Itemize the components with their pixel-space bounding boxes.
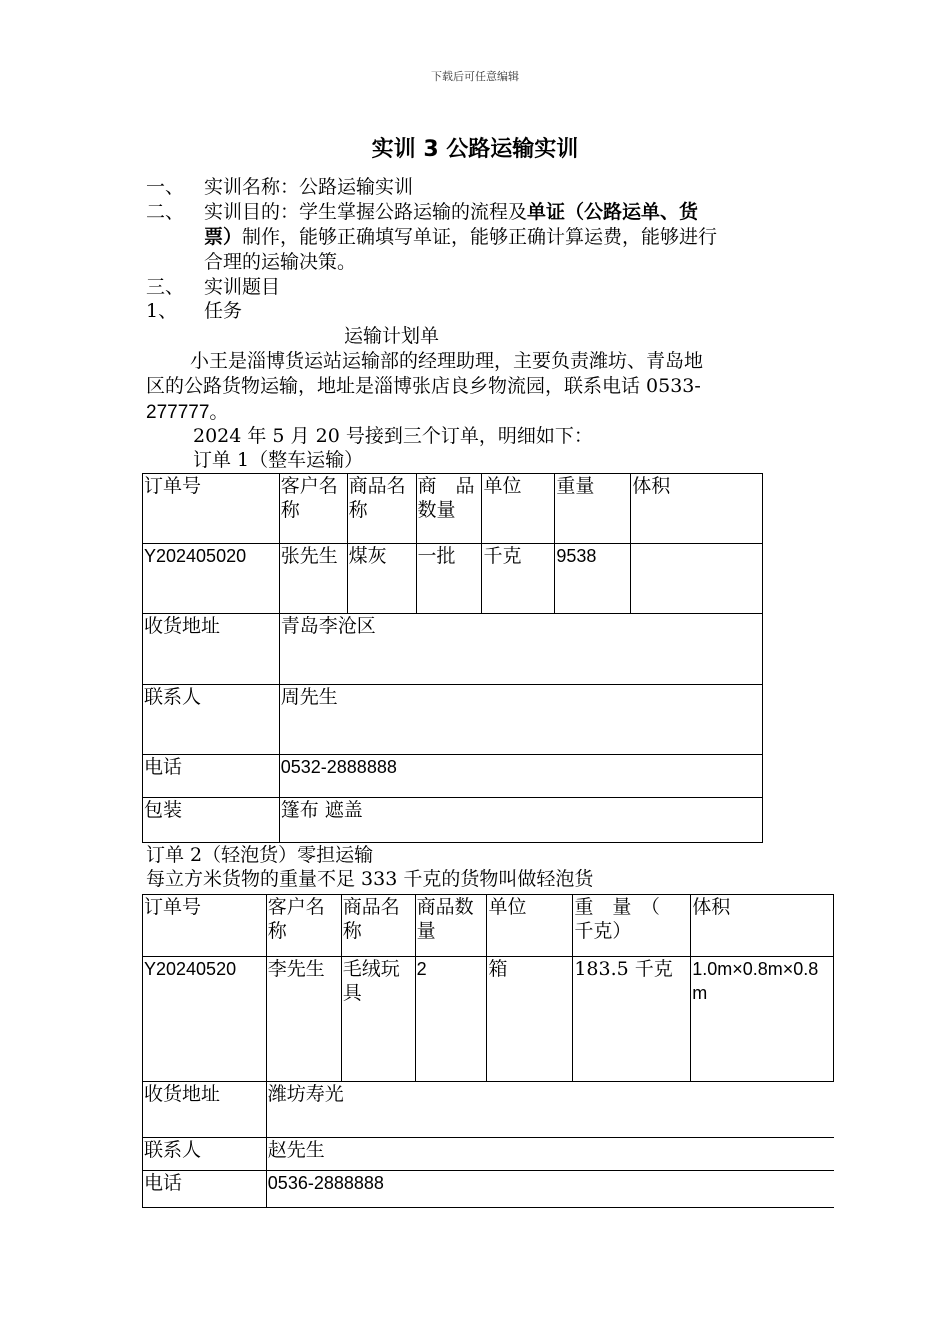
order2-header-cell: 体积 bbox=[691, 895, 834, 957]
section-2-number: 二、 bbox=[146, 201, 185, 223]
order1-phone-row bbox=[143, 755, 763, 798]
order1-address-label: 收货地址 bbox=[143, 614, 280, 685]
order2-header-cell: 客户名称 bbox=[266, 895, 341, 957]
order1-cell-weight: 9538 bbox=[555, 544, 631, 614]
order2-cell-order-id: Y20240520 bbox=[143, 957, 267, 1082]
order2-header-row bbox=[143, 895, 834, 957]
order1-header-cell: 重量 bbox=[555, 474, 631, 544]
order2-data-row bbox=[143, 957, 834, 1082]
order1-header-row bbox=[143, 474, 763, 544]
page-title: 实训 3 公路运输实训 bbox=[371, 137, 579, 162]
order1-cell-customer: 张先生 bbox=[279, 544, 347, 614]
order2-header-cell: 商品名称 bbox=[341, 895, 415, 957]
section-2-text-a: 实训目的：学生掌握公路运输的流程及 bbox=[204, 201, 528, 223]
order2-header-cell: 重 量 （ 千克） bbox=[573, 895, 691, 957]
order1-phone-label: 电话 bbox=[143, 755, 280, 798]
order1-address-row bbox=[143, 614, 763, 685]
order1-address-value: 青岛李沧区 bbox=[279, 614, 762, 685]
order1-cell-quantity: 一批 bbox=[416, 544, 482, 614]
section-2-text-b: 制作，能够正确填写单证，能够正确计算运费，能够进行 bbox=[242, 226, 718, 248]
order2-header-cell: 单位 bbox=[487, 895, 573, 957]
order2-caption: 订单 2（轻泡货）零担运输 bbox=[146, 844, 374, 866]
plan-title: 运输计划单 bbox=[344, 325, 440, 347]
order2-cell-volume: 1.0m×0.8m×0.8m bbox=[691, 957, 834, 1082]
order2-contact-row bbox=[143, 1138, 834, 1171]
order2-cell-unit: 箱 bbox=[487, 957, 573, 1082]
order2-contact-label: 联系人 bbox=[143, 1138, 267, 1171]
order1-header-cell: 商品名称 bbox=[347, 474, 416, 544]
task-text: 任务 bbox=[204, 300, 243, 322]
order1-header-cell: 订单号 bbox=[143, 474, 280, 544]
order2-phone-label: 电话 bbox=[143, 1171, 267, 1208]
order1-cell-volume bbox=[631, 544, 763, 614]
header-note: 下载后可任意编辑 bbox=[431, 70, 519, 83]
order2-contact-value: 赵先生 bbox=[266, 1138, 833, 1171]
order2-phone-value: 0536-2888888 bbox=[266, 1171, 833, 1208]
order1-contact-row bbox=[143, 685, 763, 755]
order1-phone-value: 0532-2888888 bbox=[279, 755, 762, 798]
order1-contact-value: 周先生 bbox=[279, 685, 762, 755]
order2-header-cell: 商品数量 bbox=[415, 895, 487, 957]
section-2-line3: 合理的运输决策。 bbox=[204, 251, 357, 273]
intro-line-4: 2024 年 5 月 20 号接到三个订单，明细如下： bbox=[193, 425, 593, 447]
intro-line-1: 小王是淄博货运站运输部的经理助理，主要负责潍坊、青岛地 bbox=[190, 350, 704, 372]
order2-address-row bbox=[143, 1082, 834, 1138]
order1-contact-label: 联系人 bbox=[143, 685, 280, 755]
section-3-text: 实训题目 bbox=[204, 276, 281, 298]
order2-cell-customer: 李先生 bbox=[266, 957, 341, 1082]
order1-table bbox=[142, 473, 763, 843]
order1-cell-unit: 千克 bbox=[482, 544, 555, 614]
section-3 bbox=[146, 275, 280, 300]
section-2-bold: 单证（公路运单、货 bbox=[527, 201, 699, 223]
task-number: 1、 bbox=[146, 300, 178, 322]
section-1-number: 一、 bbox=[146, 176, 185, 198]
order2-note: 每立方米货物的重量不足 333 千克的货物叫做轻泡货 bbox=[146, 868, 594, 890]
order2-cell-quantity: 2 bbox=[415, 957, 487, 1082]
order2-table bbox=[142, 894, 834, 1208]
order2-header-cell: 订单号 bbox=[143, 895, 267, 957]
order1-header-cell: 客户名称 bbox=[279, 474, 347, 544]
intro-line-2: 区的公路货物运输，地址是淄博张店良乡物流园，联系电话 0533- bbox=[146, 375, 701, 397]
order1-header-cell: 商 品数量 bbox=[416, 474, 482, 544]
section-2-bold2: 票） bbox=[204, 226, 243, 248]
order1-header-cell: 单位 bbox=[482, 474, 555, 544]
task-heading bbox=[146, 299, 242, 324]
order1-packing-value: 篷布 遮盖 bbox=[279, 798, 762, 843]
order1-header-cell: 体积 bbox=[631, 474, 763, 544]
order1-cell-product: 煤灰 bbox=[347, 544, 416, 614]
order1-caption: 订单 1（整车运输） bbox=[193, 449, 364, 471]
intro-line-3: 277777。 bbox=[146, 402, 229, 423]
order2-phone-row bbox=[143, 1171, 834, 1208]
section-1 bbox=[146, 175, 413, 200]
order1-cell-order-id: Y202405020 bbox=[143, 544, 280, 614]
order2-address-value: 潍坊寿光 bbox=[266, 1082, 833, 1138]
order2-address-label: 收货地址 bbox=[143, 1082, 267, 1138]
section-2-line2 bbox=[204, 225, 814, 250]
order1-packing-label: 包装 bbox=[143, 798, 280, 843]
section-1-text: 实训名称：公路运输实训 bbox=[204, 176, 414, 198]
section-3-number: 三、 bbox=[146, 276, 185, 298]
section-2 bbox=[146, 200, 816, 225]
order1-data-row bbox=[143, 544, 763, 614]
order1-packing-row bbox=[143, 798, 763, 843]
order2-cell-product: 毛绒玩具 bbox=[341, 957, 415, 1082]
order2-cell-weight: 183.5 千克 bbox=[573, 957, 691, 1082]
